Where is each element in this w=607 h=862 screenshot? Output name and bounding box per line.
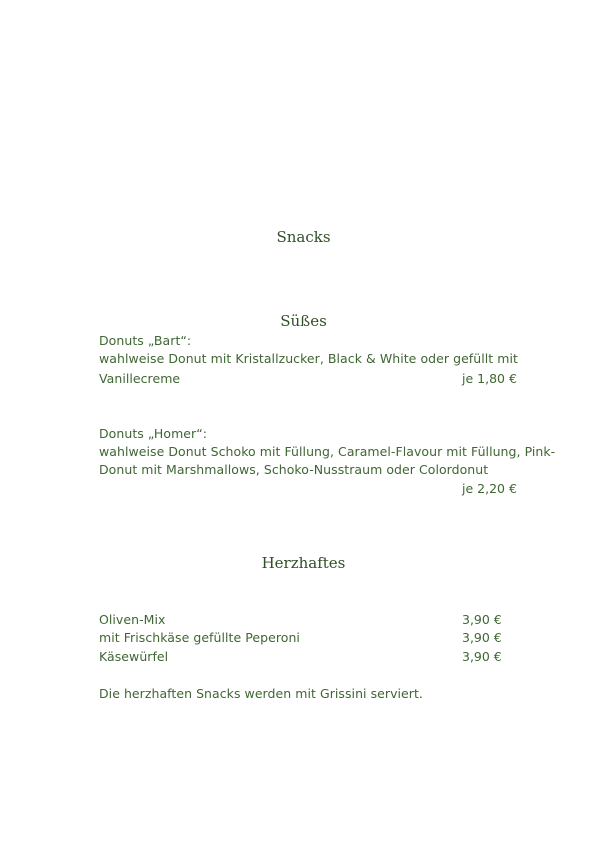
savory-note: Die herzhaften Snacks werden mit Grissini serviert. (99, 686, 423, 701)
section-heading-sweet: Süßes (280, 312, 327, 330)
item-description-line: wahlweise Donut Schoko mit Füllung, Caramel-Flavour mit Füllung, Pink- (99, 444, 556, 459)
item-name-kaesewuerfel: Käsewürfel (99, 649, 169, 664)
item-name-peperoni: mit Frischkäse gefüllte Peperoni (99, 630, 300, 645)
item-price: je 2,20 € (462, 481, 517, 496)
item-price: 3,90 € (462, 649, 502, 664)
item-name-donuts-bart: Donuts „Bart“: (99, 333, 192, 348)
item-description-line: Vanillecreme (99, 371, 181, 386)
item-description-line: Donut mit Marshmallows, Schoko-Nusstraum oder Colordonut (99, 462, 489, 477)
item-price: 3,90 € (462, 612, 502, 627)
section-heading-savory: Herzhaftes (261, 554, 346, 572)
page-title: Snacks (276, 228, 331, 246)
item-price: je 1,80 € (462, 371, 517, 386)
item-description-line: wahlweise Donut mit Kristallzucker, Black & White oder gefüllt mit (99, 351, 518, 366)
item-price: 3,90 € (462, 630, 502, 645)
item-name-donuts-homer: Donuts „Homer“: (99, 426, 208, 441)
item-name-oliven-mix: Oliven-Mix (99, 612, 166, 627)
